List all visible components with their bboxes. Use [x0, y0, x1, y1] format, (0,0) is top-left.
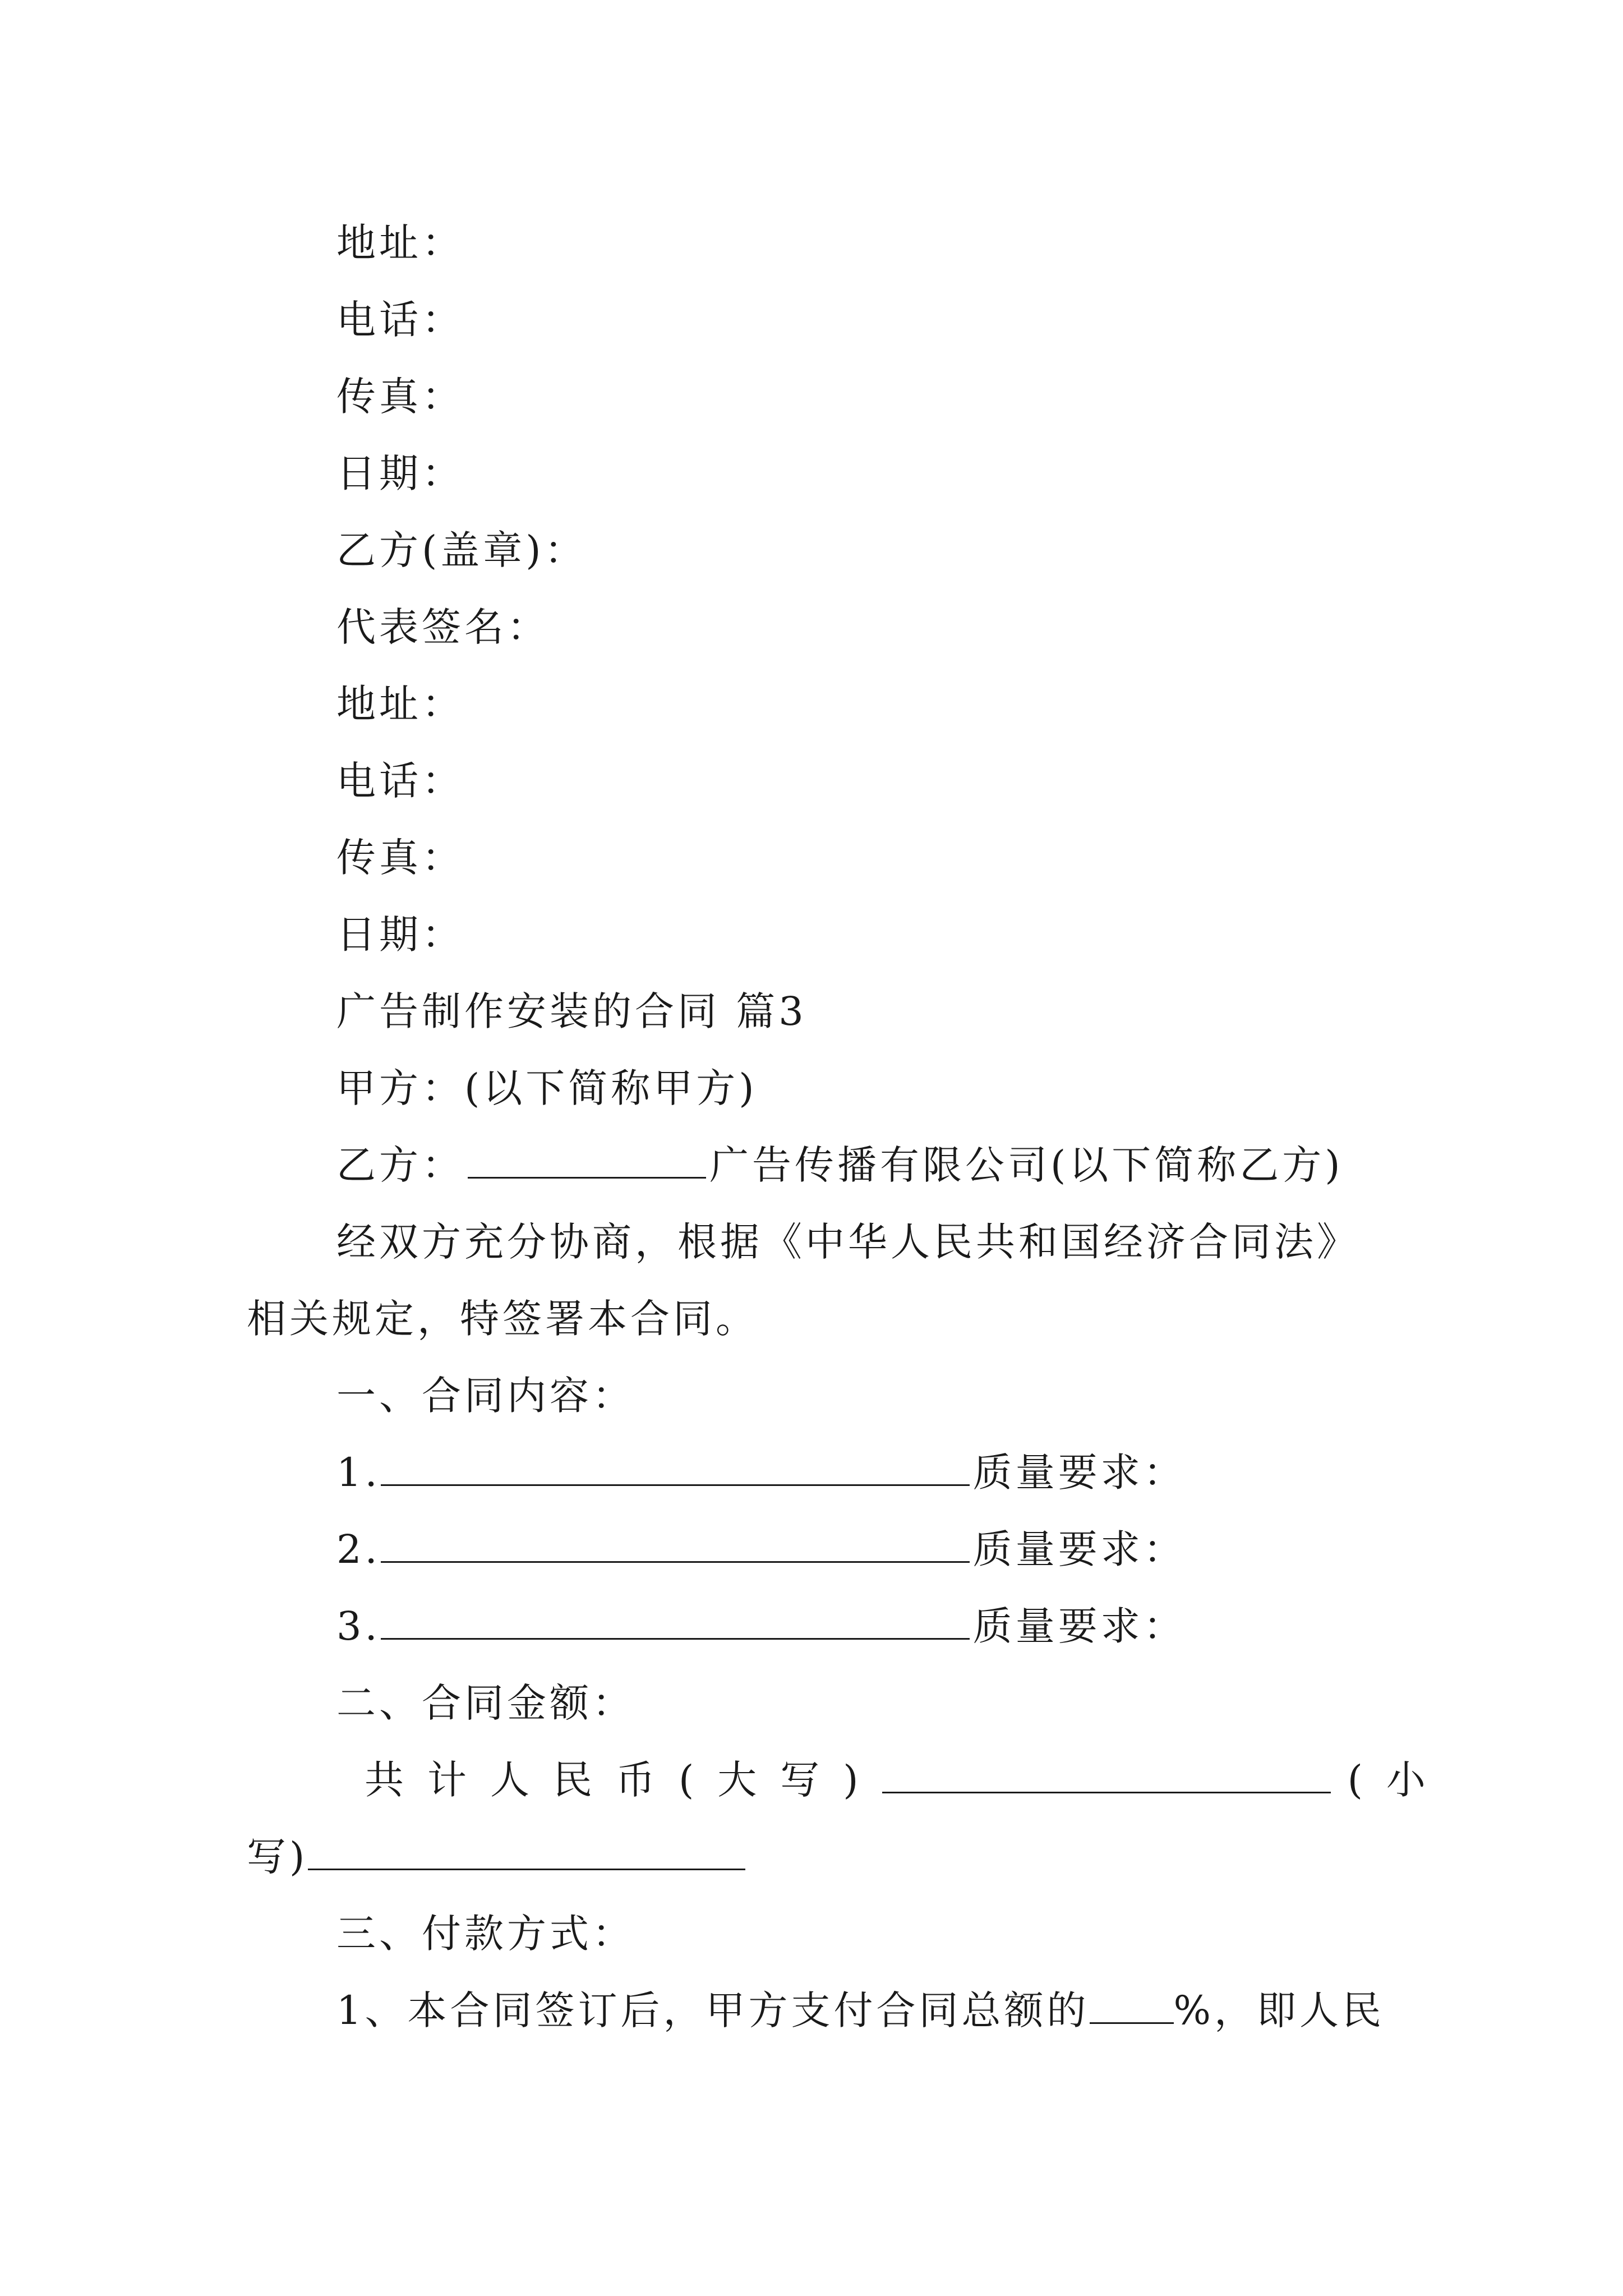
amount-small-open: (小 [1347, 1757, 1449, 1803]
content-item-3 [336, 1599, 1186, 1653]
party-b-line [336, 1138, 1344, 1192]
payment-1-prefix: 1、本合同签订后，甲方支付合同总额的 [336, 1987, 1090, 2033]
signature-b-address: 地址： [336, 681, 464, 727]
item-1-quality: 质量要求： [972, 1450, 1186, 1496]
payment-percent-blank [1090, 1987, 1174, 2024]
signature-b-fax: 传真： [336, 835, 464, 881]
signature-b-date: 日期： [336, 912, 464, 958]
item-2-quality: 质量要求： [972, 1526, 1186, 1572]
intro-line-1: 经双方充分协商，根据《中华人民共和国经济合同法》 [336, 1219, 1359, 1265]
amount-line-2 [247, 1830, 745, 1884]
signature-b-phone: 电话： [336, 758, 464, 804]
signature-a-address: 地址： [336, 220, 464, 266]
amount-small-close: 写) [247, 1834, 308, 1880]
item-2-blank [381, 1526, 970, 1563]
item-3-number: 3. [336, 1603, 381, 1649]
signature-a-phone: 电话： [336, 297, 464, 343]
party-b-suffix: 广告传播有限公司(以下简称乙方) [709, 1142, 1344, 1188]
item-2-number: 2. [336, 1526, 381, 1572]
contract-title: 广告制作安装的合同 篇3 [336, 988, 807, 1034]
section-3-heading: 三、付款方式： [336, 1911, 635, 1957]
intro-line-2: 相关规定，特签署本合同。 [247, 1296, 758, 1342]
item-1-number: 1. [336, 1450, 381, 1496]
content-item-1 [336, 1446, 1186, 1499]
payment-item-1 [336, 1984, 1385, 2037]
signature-a-fax: 传真： [336, 374, 464, 420]
item-3-blank [381, 1603, 970, 1640]
amount-lowercase-blank [308, 1834, 745, 1870]
amount-label: 共计人民币(大写) [365, 1757, 882, 1803]
amount-line-1 [365, 1753, 1449, 1807]
item-3-quality: 质量要求： [972, 1603, 1186, 1649]
payment-1-suffix: %，即人民 [1173, 1987, 1385, 2033]
content-item-2 [336, 1522, 1186, 1576]
section-1-heading: 一、合同内容： [336, 1373, 635, 1419]
item-1-blank [381, 1450, 970, 1486]
party-b-name-blank [468, 1142, 706, 1179]
section-2-heading: 二、合同金额： [336, 1680, 635, 1726]
amount-uppercase-blank [882, 1757, 1331, 1793]
signature-b-party: 乙方(盖章)： [336, 527, 587, 573]
party-a-line: 甲方：(以下简称甲方) [336, 1065, 758, 1111]
party-b-prefix: 乙方： [336, 1142, 464, 1188]
signature-a-date: 日期： [336, 450, 464, 496]
signature-b-rep: 代表签名： [336, 604, 550, 650]
